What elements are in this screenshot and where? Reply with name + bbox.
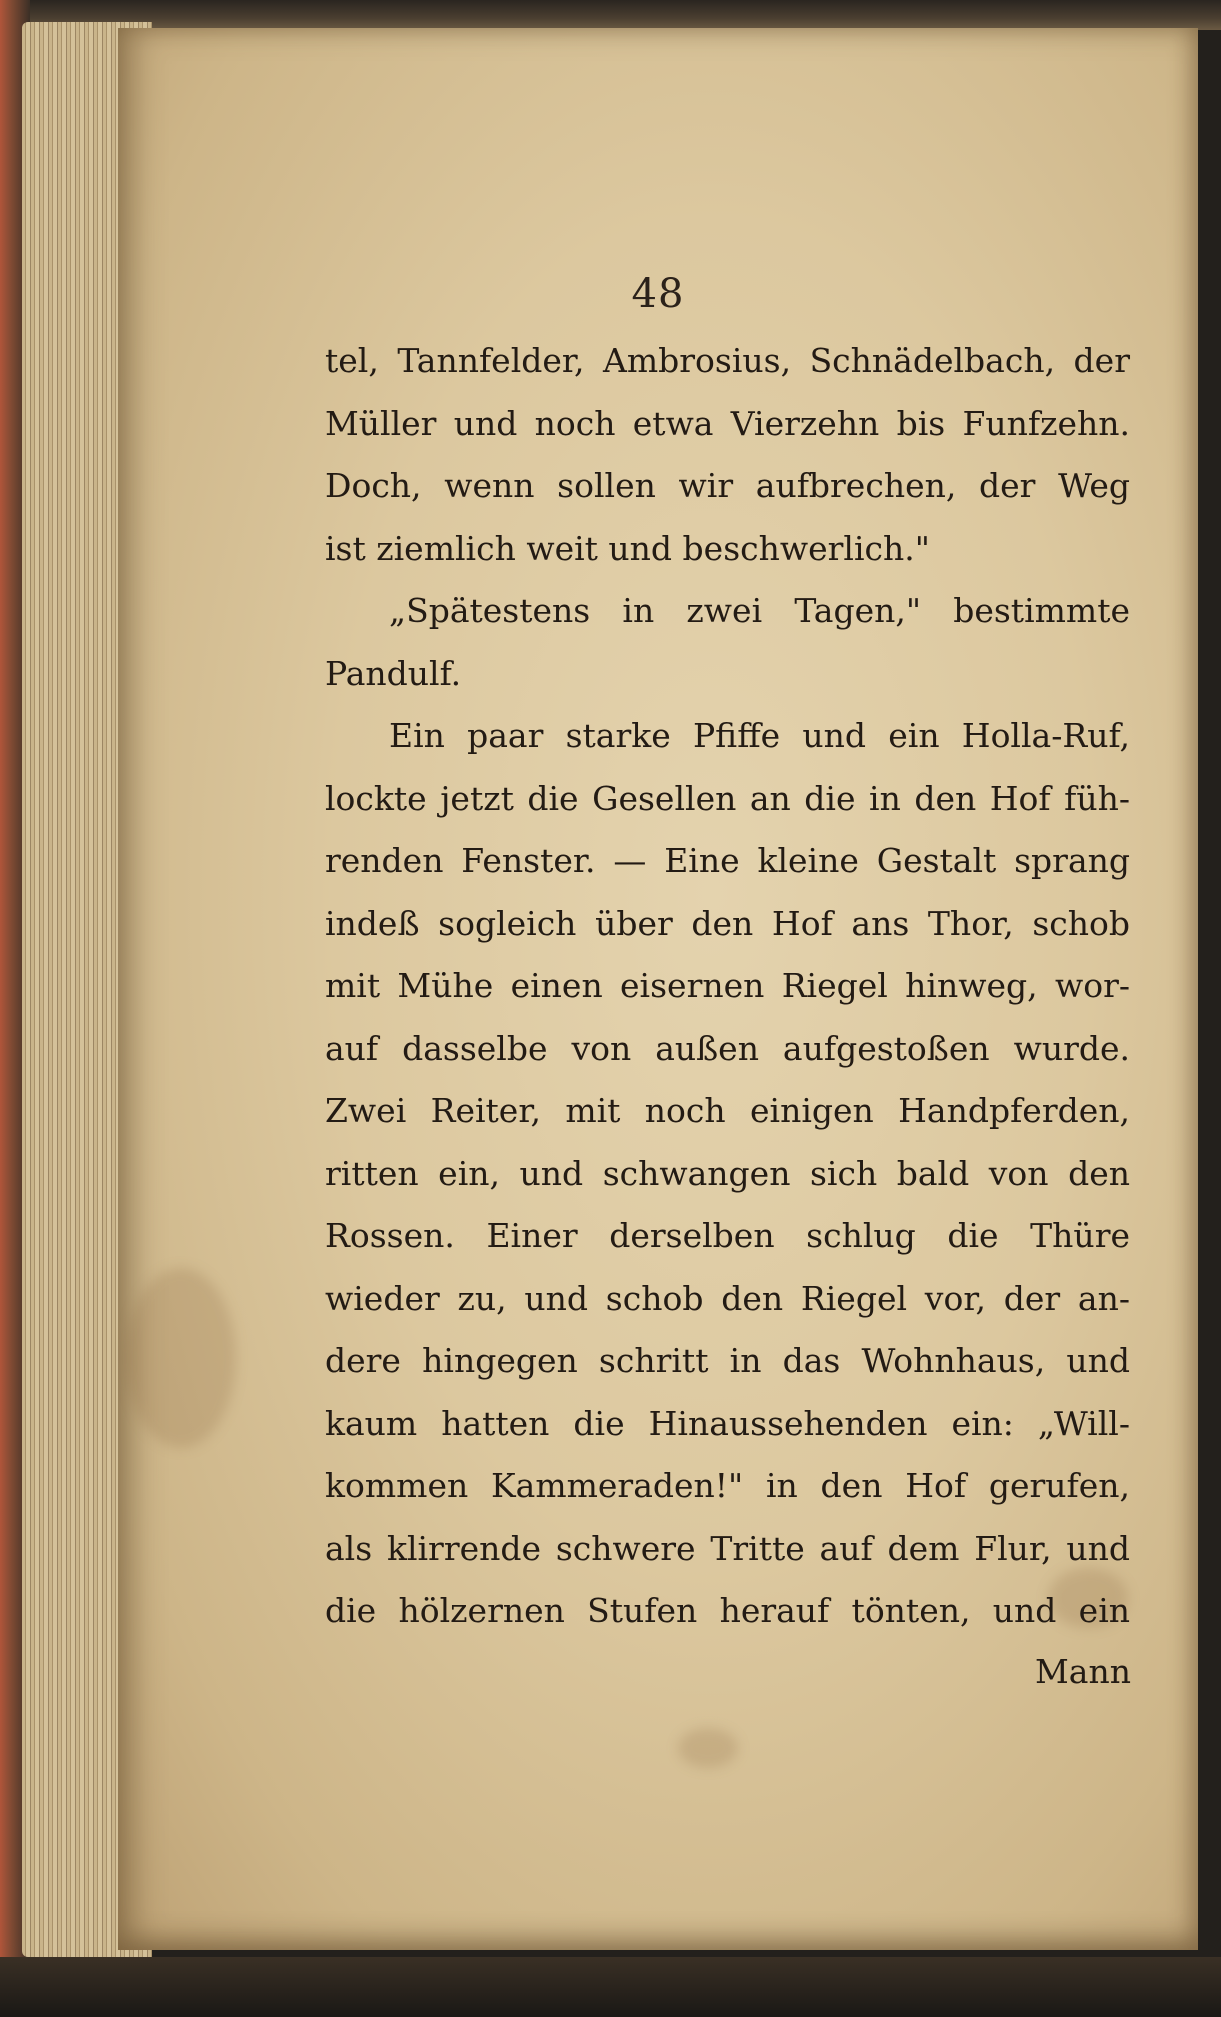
text-line: ist ziemlich weit und beschwerlich." [325, 528, 930, 568]
text-line: kommen Kammeraden!" in den Hof gerufen, [325, 1466, 1130, 1505]
text-line: dere hingegen schritt in das Wohnhaus, und [325, 1341, 1130, 1380]
text-line: indeß sogleich über den Hof ans Thor, schob [325, 903, 1130, 943]
text-line: als klirrende schwere Tritte auf dem Flur, und [325, 1528, 1130, 1568]
text-line: tel, Tannfelder, Ambrosius, Schnädelbach, der [325, 341, 1130, 380]
text-line: Ein paar starke Pfiffe und ein Holla-Ruf, [389, 716, 1130, 755]
scan-bottom-edge [0, 1957, 1221, 2017]
text-line: kaum hatten die Hinaussehenden ein: „Will- [325, 1403, 1130, 1443]
paper-stain [678, 1728, 738, 1768]
text-line: wieder zu, und schob den Riegel vor, der an- [325, 1278, 1130, 1318]
text-line: lockte jetzt die Gesellen an die in den Hof füh- [325, 778, 1130, 818]
scan-top-edge [20, 0, 1221, 30]
paper-stain [126, 1268, 236, 1448]
text-line: Zwei Reiter, mit noch einigen Handpferden, [325, 1091, 1130, 1130]
text-line: auf dasselbe von außen aufgestoßen wurde. [325, 1028, 1130, 1068]
text-line: Rossen. Einer derselben schlug die Thüre [325, 1216, 1130, 1255]
text-line: „Spätestens in zwei Tagen," bestimmte [389, 591, 1130, 630]
text-line: renden Fenster. — Eine kleine Gestalt sprang [325, 841, 1130, 880]
text-line: mit Mühe einen eisernen Riegel hinweg, wor- [325, 966, 1130, 1005]
page-number: 48 [631, 271, 685, 317]
page-body-text [325, 330, 1130, 1643]
text-line: ritten ein, und schwangen sich bald von den [325, 1153, 1130, 1193]
text-line: Pandulf. [325, 653, 462, 693]
text-line: Doch, wenn sollen wir aufbrechen, der Weg [325, 466, 1130, 505]
text-line: Müller und noch etwa Vierzehn bis Funfzehn. [325, 403, 1130, 443]
text-line: die hölzernen Stufen herauf tönten, und ein [325, 1591, 1130, 1630]
catchword: Mann [1035, 1652, 1131, 1691]
